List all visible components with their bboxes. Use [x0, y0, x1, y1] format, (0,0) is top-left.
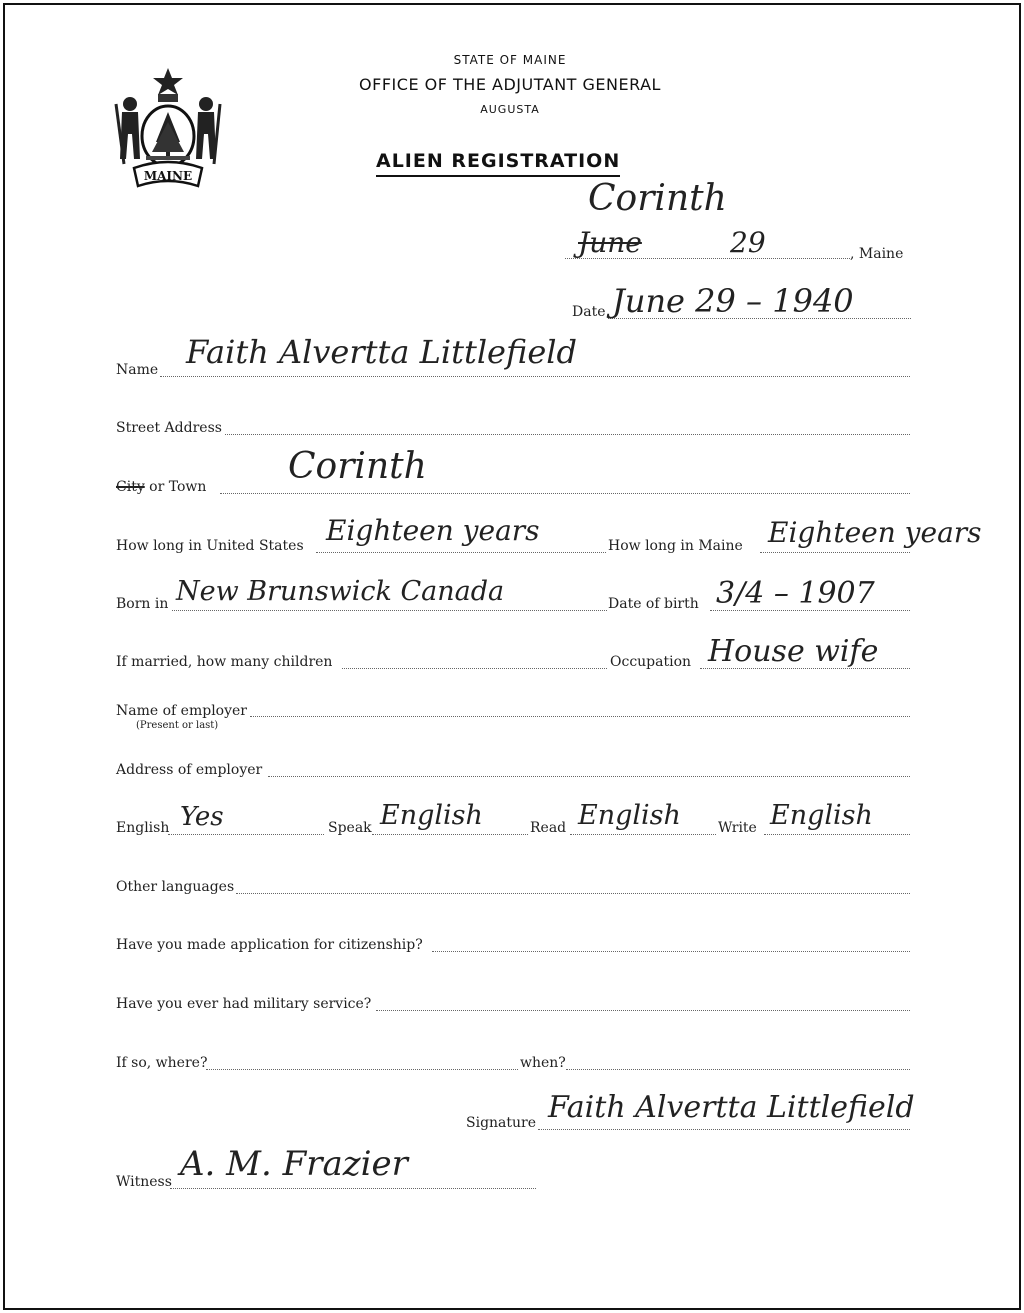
signature-label: Signature — [466, 1115, 537, 1131]
seal-banner-text: MAINE — [143, 169, 193, 183]
signature-handwritten: Faith Alvertta Littlefield — [548, 1090, 915, 1125]
write-handwritten: English — [770, 800, 873, 831]
years-us-line — [316, 552, 606, 553]
location-line — [565, 258, 850, 259]
read-line — [570, 834, 716, 835]
military-line — [376, 1010, 910, 1011]
witness-handwritten: A. M. Frazier — [180, 1144, 408, 1184]
english-handwritten: Yes — [180, 802, 224, 832]
maine-label: , Maine — [850, 246, 904, 262]
signature-line — [538, 1129, 910, 1130]
witness-label: Witness — [116, 1174, 172, 1190]
state-heading: STATE OF MAINE — [453, 53, 567, 67]
other-languages-label: Other languages — [116, 879, 235, 895]
occupation-handwritten: House wife — [708, 634, 879, 669]
state-seal-icon — [112, 64, 224, 194]
employer-label: Name of employer — [116, 703, 247, 719]
or-town-label: or Town — [144, 479, 207, 495]
born-label: Born in — [116, 596, 169, 612]
city-handwritten: Corinth — [288, 446, 427, 487]
employer-sublabel: (Present or last) — [136, 720, 219, 731]
years-us-label: How long in United States — [116, 538, 304, 554]
office-heading: OFFICE OF THE ADJUTANT GENERAL — [359, 75, 661, 94]
years-maine-handwritten: Eighteen years — [768, 516, 982, 549]
when-label: when? — [520, 1055, 566, 1071]
read-handwritten: English — [578, 800, 681, 831]
name-handwritten: Faith Alvertta Littlefield — [186, 333, 577, 371]
witness-line — [170, 1188, 536, 1189]
dob-label: Date of birth — [608, 596, 699, 612]
name-line — [160, 376, 910, 377]
date-handwritten: June 29 – 1940 — [612, 282, 854, 320]
employer-address-label: Address of employer — [116, 762, 263, 778]
city-line — [220, 493, 910, 494]
where-line — [206, 1069, 518, 1070]
years-maine-label: How long in Maine — [608, 538, 743, 554]
write-line — [764, 834, 910, 835]
employer-address-line — [268, 776, 910, 777]
when-line — [566, 1069, 910, 1070]
children-label: If married, how many children — [116, 654, 333, 670]
english-label: English — [116, 820, 170, 836]
speak-handwritten: English — [380, 800, 483, 831]
street-line — [225, 434, 910, 435]
speak-label: Speak — [328, 820, 372, 836]
form-title: ALIEN REGISTRATION — [376, 150, 620, 177]
read-label: Read — [530, 820, 567, 836]
street-label: Street Address — [116, 420, 222, 436]
years-maine-line — [760, 552, 910, 553]
date-label: Date — [572, 304, 606, 320]
military-label: Have you ever had military service? — [116, 996, 372, 1012]
employer-line — [250, 716, 910, 717]
years-us-handwritten: Eighteen years — [326, 514, 540, 547]
city-label — [116, 479, 206, 495]
town-handwritten: Corinth — [588, 178, 727, 219]
citizenship-line — [432, 951, 910, 952]
english-line — [168, 834, 324, 835]
where-label: If so, where? — [116, 1055, 208, 1071]
city-struck: City — [116, 479, 145, 495]
name-label: Name — [116, 362, 159, 378]
born-line — [172, 610, 607, 611]
dob-handwritten: 3/4 – 1907 — [716, 576, 875, 611]
born-handwritten: New Brunswick Canada — [176, 576, 505, 607]
speak-line — [372, 834, 528, 835]
day-handwritten: 29 — [730, 226, 766, 259]
other-languages-line — [236, 893, 910, 894]
children-line — [342, 668, 607, 669]
citizenship-label: Have you made application for citizenship? — [116, 937, 423, 953]
write-label: Write — [718, 820, 757, 836]
city-heading: AUGUSTA — [480, 103, 540, 116]
struck-month-handwritten: June — [578, 226, 642, 259]
occupation-label: Occupation — [610, 654, 692, 670]
